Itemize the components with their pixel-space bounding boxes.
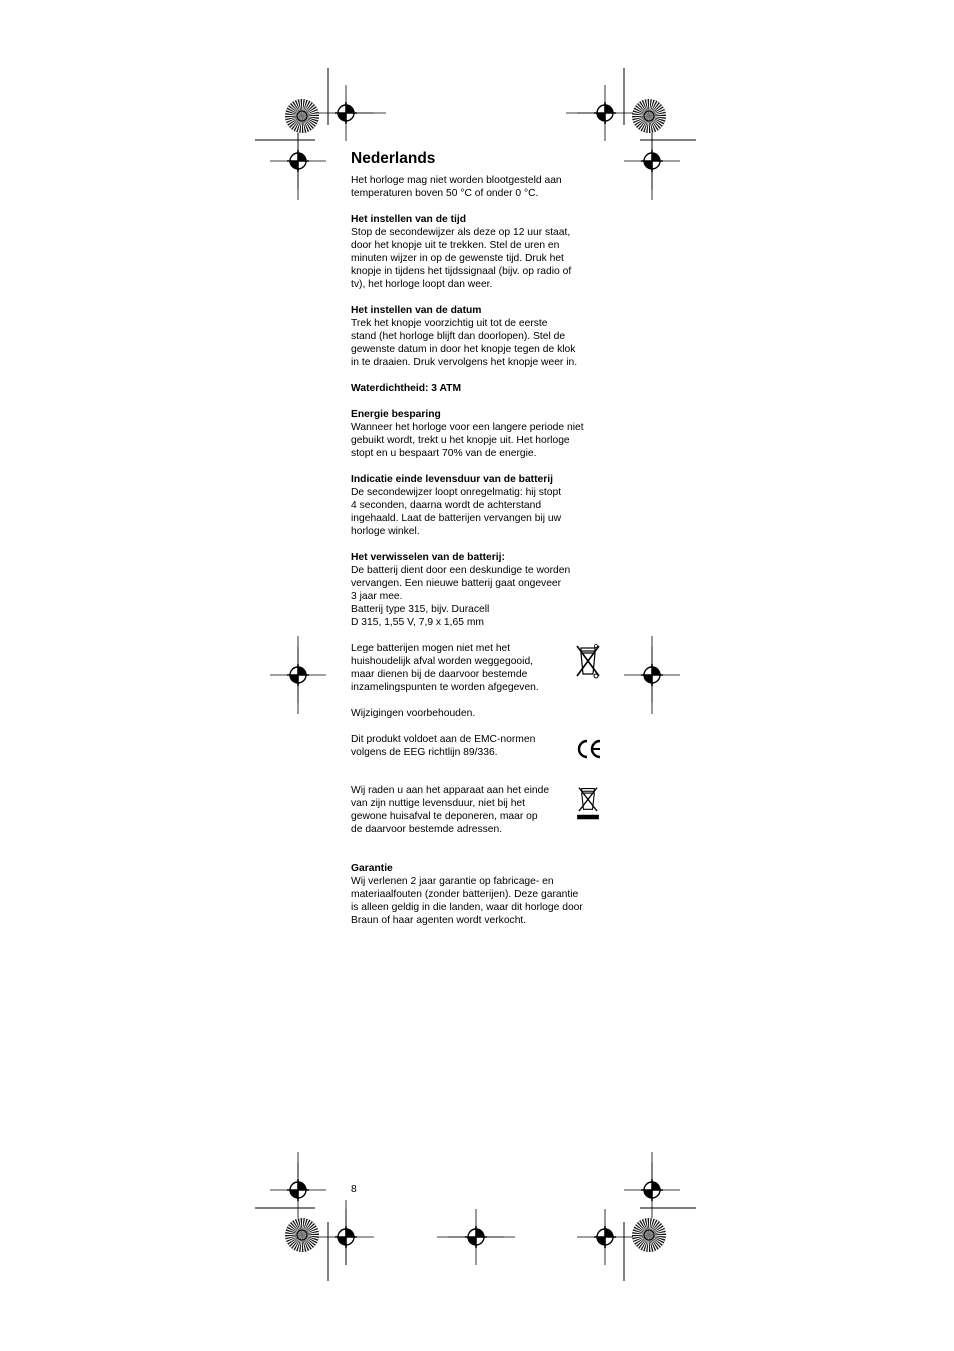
page-content (351, 150, 603, 927)
registration-mark-fill (476, 1229, 484, 1237)
page-title: Nederlands (351, 150, 436, 167)
ce-mark-icon (573, 733, 603, 771)
registration-mark-fill (298, 1182, 306, 1190)
registration-mark-fill (338, 1237, 346, 1245)
registration-mark-fill (290, 675, 298, 683)
registration-mark-fill (644, 161, 652, 169)
registration-mark-fill (290, 161, 298, 169)
crossed-bin-weee-icon (573, 784, 603, 822)
section-energy: Energie besparing Wanneer het horloge voor een langere periode niet gebuikt wordt, trekt u het knopje uit. Het horloge stopt en u bespaart 70% van de energie. (351, 408, 603, 460)
weee-notice: Wij raden u aan het apparaat aan het einde van zijn nuttige levensduur, niet bij het gewone huisafval te deponeren, maar op de daarvoor bestemde adressen. (351, 784, 603, 836)
section-heading: Waterdichtheid: 3 ATM (351, 383, 462, 394)
registration-mark-fill (605, 1229, 613, 1237)
section-heading: Energie besparing (351, 409, 441, 420)
registration-mark-fill (290, 1190, 298, 1198)
registration-mark-fill (468, 1237, 476, 1245)
registration-mark-fill (298, 667, 306, 675)
registration-mark-fill (605, 105, 613, 113)
battery-disposal-notice: Lege batterijen mogen niet met het huishoudelijk afval worden weggegooid, maar dienen bij de daarvoor bestemde inzamelingspunten te worden afgegeven. (351, 642, 603, 694)
page-number: 8 (351, 1184, 357, 1195)
registration-mark-fill (644, 1190, 652, 1198)
crossed-bin-battery-icon (573, 642, 603, 680)
registration-mark-fill (597, 1237, 605, 1245)
registration-mark-fill (652, 1182, 660, 1190)
section-date: Het instellen van de datum Trek het knopje voorzichtig uit tot de eerste stand (het horloge blijft dan doorlopen). Stel de gewenste datum in door het knopje tegen de klok in te draaien. Druk vervolgens het knopje weer in. (351, 304, 603, 369)
section-heading: Het verwisselen van de batterij: (351, 552, 505, 563)
registration-mark-fill (338, 113, 346, 121)
registration-mark-fill (597, 113, 605, 121)
section-water (351, 382, 603, 395)
registration-mark-fill (298, 153, 306, 161)
section-battery-replace: Het verwisselen van de batterij: De batterij dient door een deskundige te worden vervangen. Een nieuwe batterij gaat ongeveer 3 jaar mee. Batterij type 315, bijv. Duracell D 315, 1,55 V, 7,9 x 1,65 mm (351, 551, 603, 629)
registration-mark-fill (652, 667, 660, 675)
section-heading: Het instellen van de tijd (351, 214, 467, 225)
section-heading: Het instellen van de datum (351, 305, 482, 316)
section-time: Het instellen van de tijd Stop de secondewijzer als deze op 12 uur staat, door het knopje uit te trekken. Stel de uren en minuten wijzer in op de gewenste tijd. Druk het knopje in tijdens het tijdssignaal (bijv. op radio of tv), het horloge loopt dan weer. (351, 213, 603, 291)
section-heading: Garantie (351, 863, 393, 874)
emc-notice: Dit produkt voldoet aan de EMC-normen volgens de EEG richtlijn 89/336. (351, 733, 603, 771)
registration-mark-fill (644, 675, 652, 683)
section-battery-life: Indicatie einde levensduur van de batterij De secondewijzer loopt onregelmatig: hij stopt 4 seconden, daarna wordt de achterstand ingehaald. Laat de batterijen vervangen bij uw horloge winkel. (351, 473, 603, 538)
registration-mark-fill (652, 153, 660, 161)
registration-mark-fill (346, 105, 354, 113)
section-warranty: Garantie Wij verlenen 2 jaar garantie op fabricage- en materiaalfouten (zonder batterijen). Deze garantie is alleen geldig in die landen, waar dit horloge door Braun of haar agenten wordt verkocht. (351, 862, 603, 927)
intro: Het horloge mag niet worden blootgesteld aan temperaturen boven 50 °C of onder 0 °C. (351, 175, 562, 199)
section-heading: Indicatie einde levensduur van de batterij (351, 474, 553, 485)
registration-mark-fill (346, 1229, 354, 1237)
changes-notice: Wijzigingen voorbehouden. (351, 708, 476, 719)
